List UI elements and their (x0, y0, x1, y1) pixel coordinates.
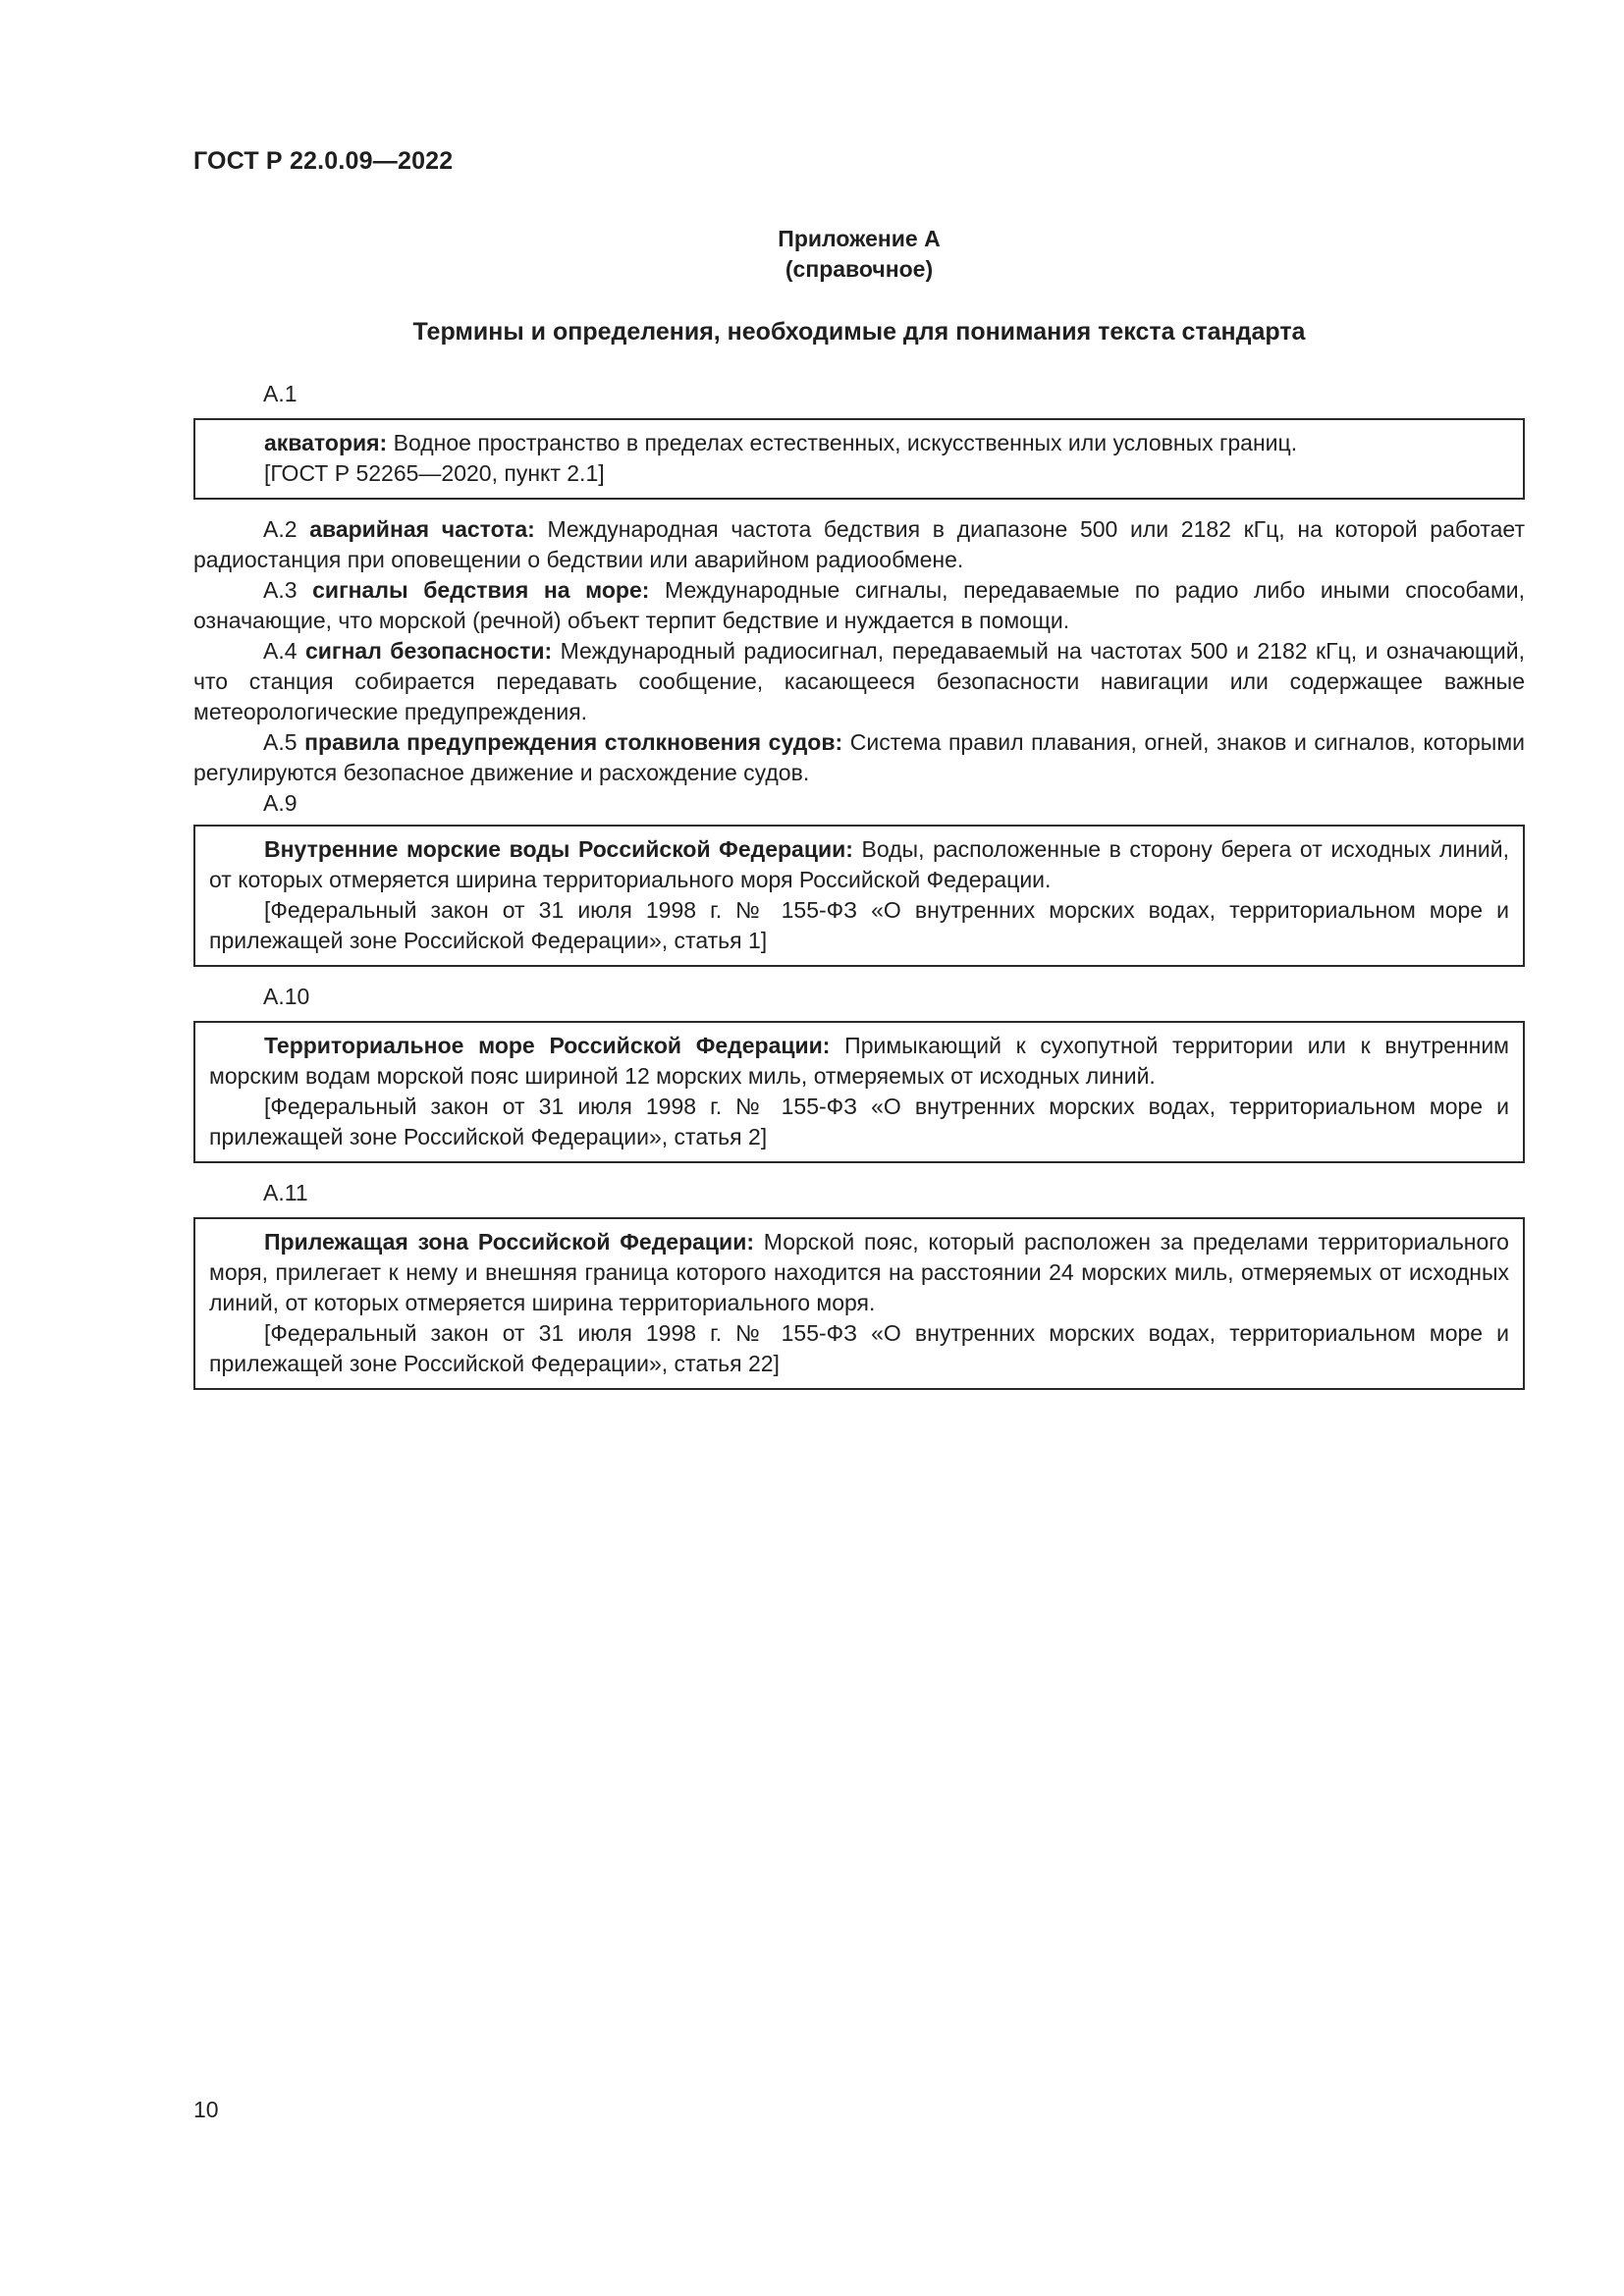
term-text-a1: Водное пространство в пределах естественных, искусственных или условных границ. (387, 430, 1298, 455)
term-name-a4: сигнал безопасности: (305, 638, 553, 664)
term-text-a2: Международная частота бедствия в диапазоне 500 или 2182 кГц, на которой работает радиостанция при оповещении о бедствии или аварийном радиообмене. (193, 516, 1525, 572)
annex-subtitle: (справочное) (785, 256, 934, 282)
term-name-a9: Внутренние морские воды Российской Федерации: (264, 836, 853, 862)
annex-heading (193, 224, 1525, 285)
term-number-a2: А.2 (263, 516, 310, 542)
term-name-a10: Территориальное море Российской Федерации: (264, 1033, 831, 1058)
term-name-a11: Прилежащая зона Российской Федерации: (264, 1229, 754, 1255)
term-definition-a10 (209, 1031, 1509, 1092)
term-source-a11: [Федеральный закон от 31 июля 1998 г. № 155-ФЗ «О внутренних морских водах, территориальном море и прилежащей зоне Российской Федерации», статья 22] (209, 1320, 1509, 1376)
term-text-a10: Примыкающий к сухопутной территории или к внутренним морским водам морской пояс шириной 12 морских миль, отмеряемых от исходных линий. (209, 1033, 1509, 1089)
term-box-a1 (193, 418, 1525, 500)
term-number-a9: А.9 (263, 790, 298, 816)
annex-title: Приложение А (778, 226, 941, 251)
term-text-a4: Международный радиосигнал, передаваемый на частотах 500 и 2182 кГц, и означающий, что станция собирается передавать сообщение, касающееся безопасности навигации или содержащее важные метеорологические предупреждения. (193, 638, 1525, 724)
term-paragraph-a2 (193, 514, 1525, 575)
term-definition-a1 (209, 428, 1509, 458)
term-definition-a9 (209, 834, 1509, 895)
term-box-a10 (193, 1021, 1525, 1163)
term-name-a5: правила предупреждения столкновения судов: (304, 729, 843, 755)
term-text-a9: Воды, расположенные в сторону берега от исходных линий, от которых отмеряется ширина территориального моря Российской Федерации. (209, 836, 1509, 892)
term-source-a9: [Федеральный закон от 31 июля 1998 г. № 155-ФЗ «О внутренних морских водах, территориальном море и прилежащей зоне Российской Федерации», статья 1] (209, 897, 1509, 953)
term-text-a5: Система правил плавания, огней, знаков и сигналов, которыми регулируются безопасное движение и расхождение судов. (193, 729, 1525, 785)
term-number-a3: А.3 (263, 577, 313, 603)
term-number-a4: А.4 (263, 638, 305, 664)
term-number-a1: А.1 (263, 381, 298, 406)
term-number-a11: А.11 (263, 1180, 308, 1205)
term-definition-a11 (209, 1227, 1509, 1318)
terms-list (193, 379, 1525, 1405)
term-name-a2: аварийная частота: (309, 516, 535, 542)
term-text-a3: Международные сигналы, передаваемые по радио либо иными способами, означающие, что морской (речной) объект терпит бедствие и нуждается в помощи. (193, 577, 1525, 633)
term-source-a1: [ГОСТ Р 52265—2020, пункт 2.1] (264, 460, 605, 486)
term-source-a10: [Федеральный закон от 31 июля 1998 г. № 155-ФЗ «О внутренних морских водах, территориальном море и прилежащей зоне Российской Федерации», статья 2] (209, 1094, 1509, 1149)
term-box-a9 (193, 825, 1525, 967)
term-text-a11: Морской пояс, который расположен за пределами территориального моря, прилегает к нему и внешняя граница которого находится на расстоянии 24 морских миль, отмеряемых от исходных линий, от которых отмеряется ширина территориального моря. (209, 1229, 1509, 1315)
term-name-a3: сигналы бедствия на море: (312, 577, 650, 603)
term-number-a5: А.5 (263, 729, 305, 755)
term-paragraph-a5 (193, 727, 1525, 788)
term-number-a10: А.10 (263, 984, 310, 1009)
term-box-a11 (193, 1217, 1525, 1390)
term-paragraph-a3 (193, 575, 1525, 636)
document-code: ГОСТ Р 22.0.09—2022 (193, 147, 454, 175)
term-paragraph-a4 (193, 636, 1525, 727)
page-number: 10 (193, 2097, 219, 2122)
term-name-a1: акватория: (264, 430, 388, 455)
section-title: Термины и определения, необходимые для понимания текста стандарта (412, 318, 1306, 346)
